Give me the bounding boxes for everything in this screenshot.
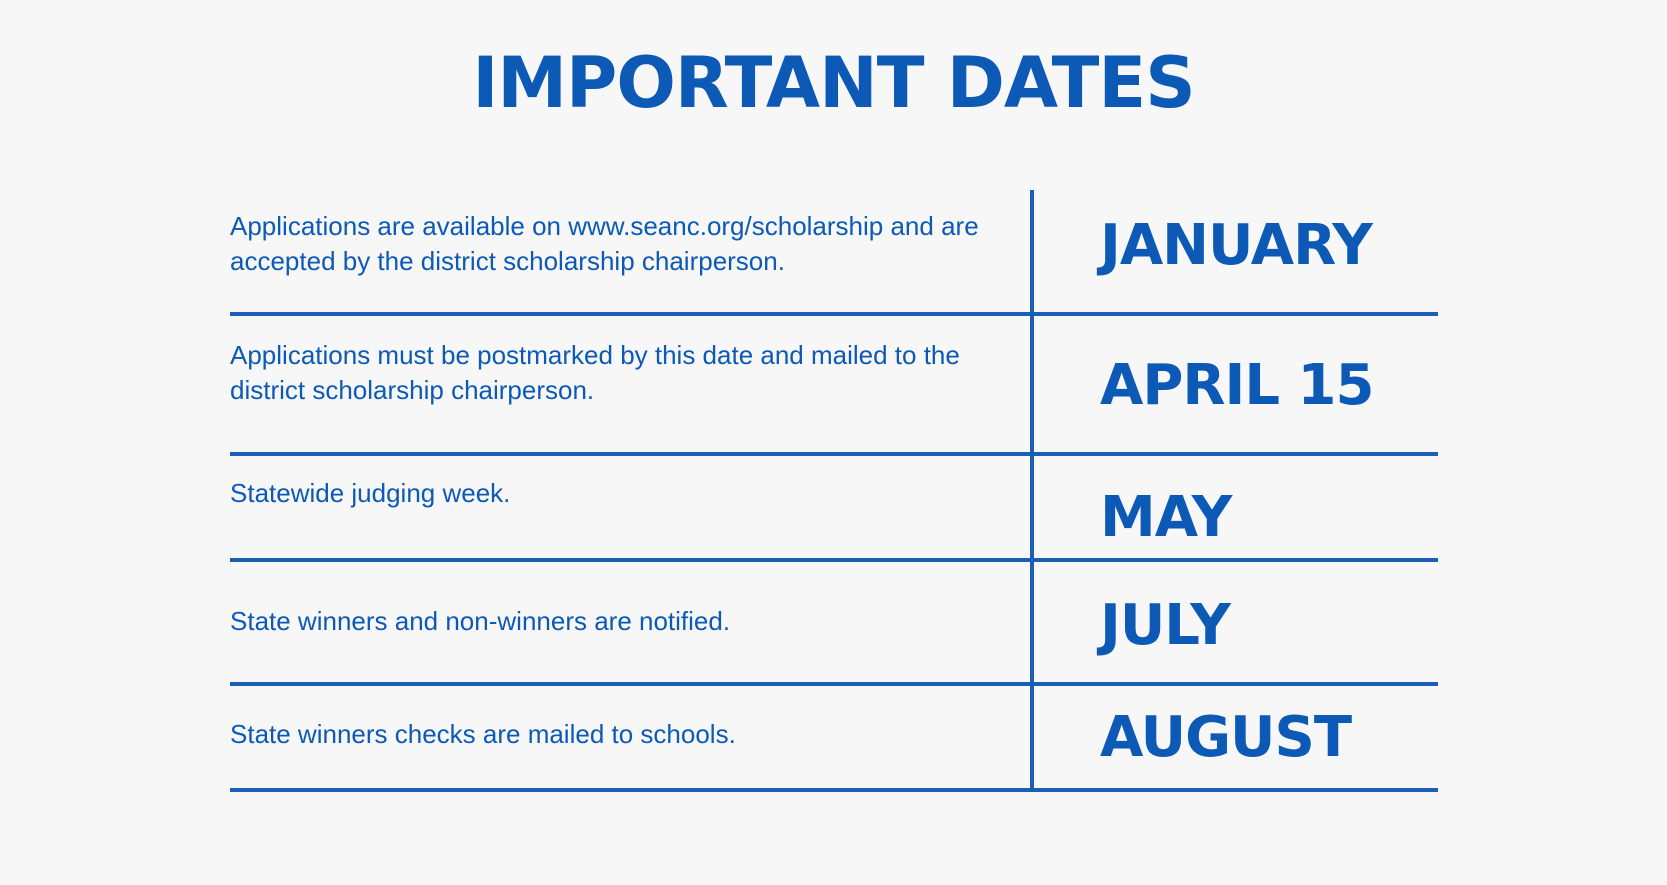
row-date: MAY	[1100, 485, 1232, 550]
table-row	[230, 686, 1438, 792]
row-description: Applications must be postmarked by this date and mailed to the district scholarship chairperson.	[230, 340, 960, 405]
row-divider	[230, 788, 1438, 792]
row-date: JANUARY	[1100, 213, 1372, 278]
row-date: JULY	[1100, 593, 1230, 658]
table-row	[230, 456, 1438, 562]
table-row	[230, 190, 1438, 316]
table-row	[230, 316, 1438, 456]
table-row	[230, 562, 1438, 686]
row-description: State winners checks are mailed to schools.	[230, 719, 736, 749]
page-title: IMPORTANT DATES	[472, 42, 1195, 124]
row-date: AUGUST	[1100, 705, 1352, 770]
row-description: State winners and non-winners are notified.	[230, 606, 731, 636]
dates-table	[230, 190, 1438, 790]
row-date: APRIL 15	[1100, 353, 1374, 418]
row-description: Applications are available on www.seanc.org/scholarship and are accepted by the district scholarship chairperson.	[230, 211, 979, 276]
row-description: Statewide judging week.	[230, 478, 511, 508]
